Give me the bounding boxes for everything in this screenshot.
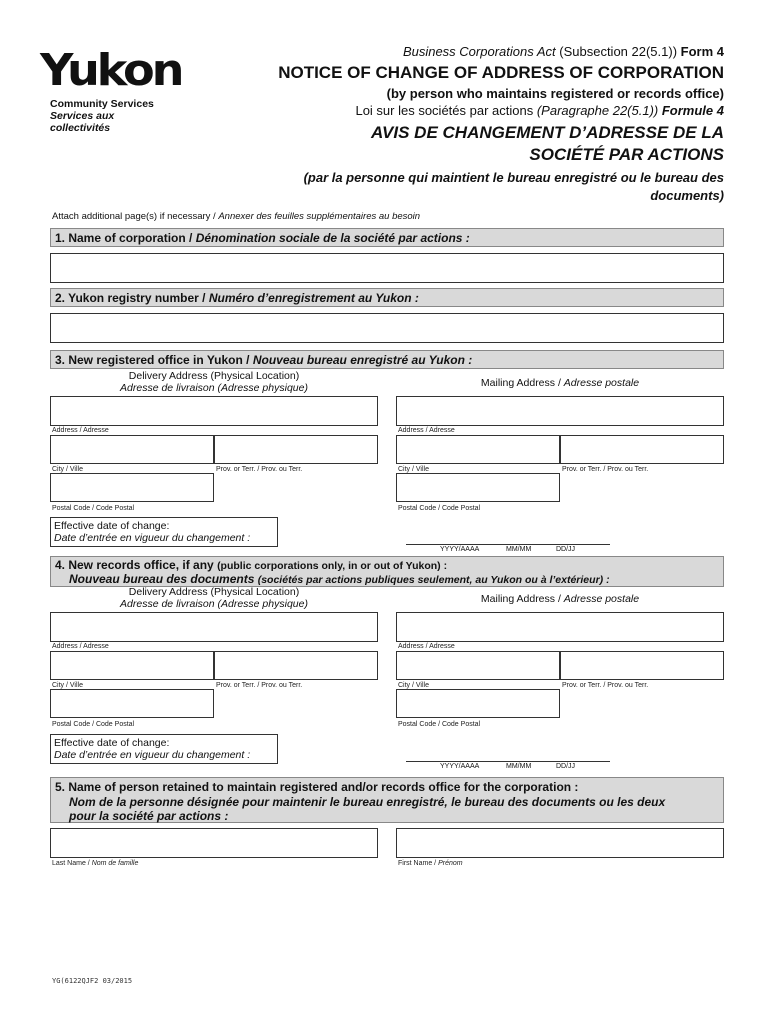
act-line-fr bbox=[204, 102, 724, 119]
s3-mailing-prov-field[interactable] bbox=[560, 435, 724, 464]
s4-date-dd: DD/JJ bbox=[556, 763, 576, 770]
s4-eff-fr: Date d’entrée en vigueur du changement : bbox=[54, 749, 251, 761]
logo-wordmark: Yukon bbox=[40, 45, 182, 96]
section-4-title-en: 4. New records office, if any bbox=[55, 558, 218, 572]
yukon-logo bbox=[40, 45, 182, 134]
last-name-label-en: Last Name / bbox=[52, 860, 92, 867]
s3-delivery-fr: Adresse de livraison (Adresse physique) bbox=[120, 382, 308, 394]
act-name-fr: Loi sur les sociétés par actions bbox=[355, 103, 537, 118]
s4-mailing-fr: Adresse postale bbox=[563, 593, 640, 605]
s4-effective-date-label bbox=[50, 734, 278, 764]
s4-mailing-en: Mailing Address / bbox=[480, 593, 564, 605]
first-name-label bbox=[398, 860, 463, 867]
s3-mailing-fr: Adresse postale bbox=[563, 377, 640, 389]
s4-mailing-city-label: City / Ville bbox=[398, 682, 429, 689]
section-4-note-en: (public corporations only, in or out of Yukon) : bbox=[217, 560, 448, 572]
section-4-line-1 bbox=[55, 559, 719, 573]
s4-date-yyyy: YYYY/AAAA bbox=[440, 763, 480, 770]
s4-mailing-heading bbox=[396, 593, 724, 605]
section-1-title-fr: Dénomination sociale de la société par actions : bbox=[195, 231, 470, 245]
last-name-label bbox=[52, 860, 138, 867]
s3-delivery-prov-field[interactable] bbox=[214, 435, 378, 464]
attach-note bbox=[52, 211, 420, 222]
section-5-header bbox=[50, 777, 724, 823]
s3-date-dd: DD/JJ bbox=[556, 546, 576, 553]
section-4-line-2 bbox=[55, 573, 719, 587]
attach-note-en: Attach additional page(s) if necessary / bbox=[52, 211, 219, 222]
s4-delivery-postal-field[interactable] bbox=[50, 689, 214, 718]
first-name-label-fr: Prénom bbox=[438, 860, 463, 867]
s3-mailing-en: Mailing Address / bbox=[480, 377, 564, 389]
section-1-title-en: 1. Name of corporation / bbox=[55, 231, 196, 245]
section-2-title-en: 2. Yukon registry number / bbox=[55, 291, 209, 305]
corporation-name-field[interactable] bbox=[50, 253, 724, 283]
s4-mailing-prov-label: Prov. or Terr. / Prov. ou Terr. bbox=[562, 682, 649, 689]
s4-delivery-fr: Adresse de livraison (Adresse physique) bbox=[120, 598, 308, 610]
s3-effective-date-field[interactable] bbox=[406, 544, 610, 545]
s4-delivery-city-field[interactable] bbox=[50, 651, 214, 680]
form-code: YG(6122QJF2 03/2015 bbox=[52, 977, 133, 985]
section-2-title-fr: Numéro d’enregistrement au Yukon : bbox=[208, 291, 419, 305]
s4-delivery-address-label: Address / Adresse bbox=[52, 643, 109, 650]
s3-mailing-address-label: Address / Adresse bbox=[398, 427, 455, 434]
title-en: NOTICE OF CHANGE OF ADDRESS OF CORPORATION bbox=[278, 63, 724, 82]
logo-dept-en: Community Services bbox=[50, 98, 154, 110]
s3-mailing-heading bbox=[396, 377, 724, 389]
s3-mailing-prov-label: Prov. or Terr. / Prov. ou Terr. bbox=[562, 466, 649, 473]
s3-delivery-city-field[interactable] bbox=[50, 435, 214, 464]
s3-delivery-address-field[interactable] bbox=[50, 396, 378, 426]
s4-mailing-city-field[interactable] bbox=[396, 651, 560, 680]
s4-delivery-city-label: City / Ville bbox=[52, 682, 83, 689]
title-fr-1: AVIS DE CHANGEMENT D’ADRESSE DE LA bbox=[371, 123, 724, 142]
s3-mailing-postal-field[interactable] bbox=[396, 473, 560, 502]
title-fr-2: SOCIÉTÉ PAR ACTIONS bbox=[529, 145, 724, 164]
s3-delivery-address-label: Address / Adresse bbox=[52, 427, 109, 434]
s4-delivery-prov-field[interactable] bbox=[214, 651, 378, 680]
section-3-header bbox=[50, 350, 724, 369]
s4-delivery-heading bbox=[50, 586, 378, 610]
s4-mailing-postal-label: Postal Code / Code Postal bbox=[398, 721, 481, 728]
section-5-line-3: pour la société par actions : bbox=[69, 809, 229, 823]
section-5-line-2: Nom de la personne désignée pour maintenir le bureau enregistré, le bureau des documents ou les deux bbox=[69, 794, 666, 809]
section-1-header bbox=[50, 228, 724, 247]
s3-mailing-city-field[interactable] bbox=[396, 435, 560, 464]
s3-delivery-prov-label: Prov. or Terr. / Prov. ou Terr. bbox=[216, 466, 303, 473]
s4-delivery-prov-label: Prov. or Terr. / Prov. ou Terr. bbox=[216, 682, 303, 689]
registry-number-field[interactable] bbox=[50, 313, 724, 343]
section-4-title-fr: Nouveau bureau des documents bbox=[69, 572, 258, 586]
s4-eff-en: Effective date of change: bbox=[54, 737, 170, 749]
section-5-line-1: 5. Name of person retained to maintain registered and/or records office for the corporation : bbox=[55, 780, 579, 794]
s3-mailing-postal-label: Postal Code / Code Postal bbox=[398, 505, 481, 512]
s3-delivery-city-label: City / Ville bbox=[52, 466, 83, 473]
act-subsection-fr: (Paragraphe 22(5.1)) bbox=[536, 103, 659, 118]
s3-mailing-address-field[interactable] bbox=[396, 396, 724, 426]
s4-delivery-en: Delivery Address (Physical Location) bbox=[128, 586, 300, 598]
subtitle-fr-1: (par la personne qui maintient le bureau enregistré ou le bureau des bbox=[303, 170, 724, 185]
s4-date-mm: MM/MM bbox=[506, 763, 532, 770]
s3-effective-date-label bbox=[50, 517, 278, 547]
subtitle-en: (by person who maintains registered or records office) bbox=[386, 86, 724, 101]
section-4-header bbox=[50, 556, 724, 587]
s4-effective-date-field[interactable] bbox=[406, 761, 610, 762]
section-3-title-en: 3. New registered office in Yukon / bbox=[55, 353, 253, 367]
s3-mailing-city-label: City / Ville bbox=[398, 466, 429, 473]
s4-mailing-address-label: Address / Adresse bbox=[398, 643, 455, 650]
s3-delivery-postal-field[interactable] bbox=[50, 473, 214, 502]
form-number-en: Form 4 bbox=[680, 44, 724, 59]
first-name-label-en: First Name / bbox=[398, 860, 439, 867]
section-2-header bbox=[50, 288, 724, 307]
act-name-en: Business Corporations Act bbox=[402, 44, 556, 59]
s4-mailing-prov-field[interactable] bbox=[560, 651, 724, 680]
last-name-label-fr: Nom de famille bbox=[91, 860, 139, 867]
form-header bbox=[204, 44, 724, 205]
s3-eff-fr: Date d’entrée en vigueur du changement : bbox=[54, 532, 251, 544]
s4-mailing-postal-field[interactable] bbox=[396, 689, 560, 718]
attach-note-fr: Annexer des feuilles supplémentaires au besoin bbox=[218, 211, 421, 222]
form-number-fr: Formule 4 bbox=[658, 103, 724, 118]
section-3-title-fr: Nouveau bureau enregistré au Yukon : bbox=[252, 353, 473, 367]
act-line-en bbox=[204, 44, 724, 60]
s4-delivery-postal-label: Postal Code / Code Postal bbox=[52, 721, 135, 728]
s3-delivery-heading bbox=[50, 370, 378, 394]
s4-mailing-address-field[interactable] bbox=[396, 612, 724, 642]
s4-delivery-address-field[interactable] bbox=[50, 612, 378, 642]
first-name-field[interactable] bbox=[396, 828, 724, 858]
act-subsection-en: (Subsection 22(5.1)) bbox=[555, 44, 681, 59]
logo-dept-fr: Services aux collectivités bbox=[50, 110, 115, 134]
subtitle-fr-2: documents) bbox=[650, 188, 724, 203]
s3-date-mm: MM/MM bbox=[506, 546, 532, 553]
s3-delivery-en: Delivery Address (Physical Location) bbox=[128, 370, 300, 382]
s3-delivery-postal-label: Postal Code / Code Postal bbox=[52, 505, 135, 512]
s3-eff-en: Effective date of change: bbox=[54, 520, 170, 532]
s3-date-yyyy: YYYY/AAAA bbox=[440, 546, 480, 553]
section-4-note-fr: (sociétés par actions publiques seulement, au Yukon ou à l’extérieur) : bbox=[257, 574, 610, 586]
last-name-field[interactable] bbox=[50, 828, 378, 858]
